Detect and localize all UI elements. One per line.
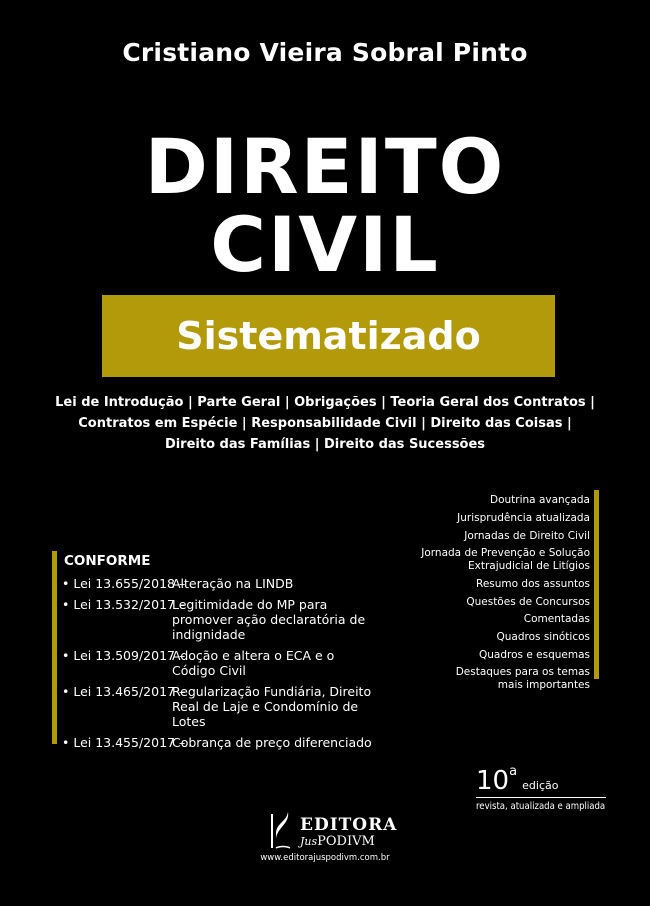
feature-item: Quadros e esquemas: [479, 649, 590, 661]
edition-number: 10: [476, 766, 510, 796]
law-description: Adoção e altera o ECA e o Código Civil: [172, 648, 335, 678]
law-item: [62, 684, 372, 729]
feature-item: Destaques para os temas mais importantes: [455, 666, 590, 691]
law-number: • Lei 13.655/2018 –: [62, 576, 186, 591]
feature-item: Resumo dos assuntos: [476, 578, 590, 590]
law-description: Alteração na LINDB: [172, 576, 294, 591]
law-item: [62, 735, 372, 750]
subtitle: Sistematizado: [176, 314, 481, 358]
features-list: [400, 492, 590, 693]
subtitle-banner: [102, 295, 555, 377]
law-number: • Lei 13.509/2017 –: [62, 648, 186, 663]
subjects-line: Direito das Famílias | Direito das Sucessões: [164, 437, 486, 452]
feature-item: Jornada de Prevenção e Solução Extrajudicial de Litígios: [421, 547, 590, 572]
law-number: • Lei 13.465/2017 –: [62, 684, 186, 699]
publisher-name: EDITORA: [300, 815, 398, 835]
edition-label: [476, 766, 558, 796]
conforme-title: CONFORME: [64, 553, 151, 569]
conforme-accent-bar: [52, 551, 57, 744]
edition-word: edição: [522, 779, 559, 792]
feature-item: Questões de Concursos Comentadas: [466, 596, 590, 625]
law-item: [62, 648, 372, 678]
publisher-logo-icon: [262, 810, 296, 854]
feature-item: Doutrina avançada: [490, 494, 590, 506]
edition-subtitle: revista, atualizada e ampliada: [476, 801, 606, 812]
law-number: • Lei 13.532/2017 –: [62, 597, 186, 612]
feature-item: Jurisprudência atualizada: [457, 512, 590, 524]
law-description: Legitimidade do MP para promover ação declaratória de indignidade: [172, 597, 366, 642]
laws-list: [62, 576, 372, 756]
feature-item: Jornadas de Direito Civil: [464, 530, 590, 542]
subjects-line: Lei de Introdução | Parte Geral | Obrigações | Teoria Geral dos Contratos |: [55, 395, 595, 410]
title-line-2: CIVIL: [210, 200, 440, 289]
law-description: Regularização Fundiária, Direito Real de Laje e Condomínio de Lotes: [172, 684, 372, 729]
edition-divider: [476, 797, 606, 798]
subjects-line: Contratos em Espécie | Responsabilidade Civil | Direito das Coisas |: [78, 416, 572, 431]
law-description: Cobrança de preço diferenciado: [172, 735, 372, 750]
law-number: • Lei 13.455/2017 –: [62, 735, 186, 750]
author-name: Cristiano Vieira Sobral Pinto: [122, 38, 528, 67]
title-line-1: DIREITO: [144, 122, 506, 211]
publisher-subname: [300, 834, 375, 849]
publisher-website: www.editorajuspodivm.com.br: [260, 853, 390, 863]
publisher-podivm: PODIVM: [317, 834, 375, 849]
subjects-list: [0, 392, 650, 455]
feature-item: Quadros sinóticos: [496, 631, 590, 643]
edition-superscript: a: [509, 764, 518, 779]
features-accent-bar: [594, 490, 599, 679]
law-item: [62, 597, 372, 642]
publisher-jus: Jus: [300, 835, 318, 848]
law-item: [62, 576, 372, 591]
